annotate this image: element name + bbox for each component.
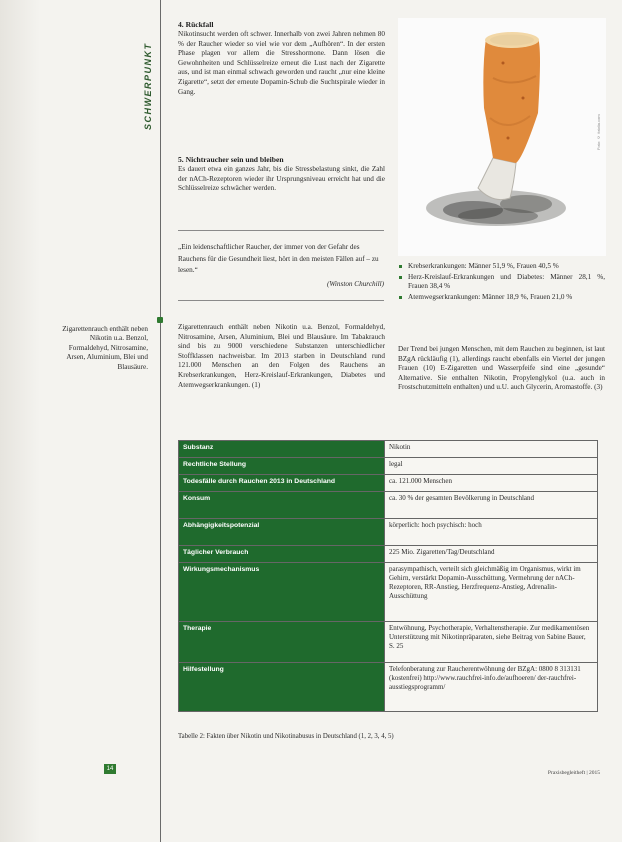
list-item: Herz-Kreislauf-Erkrankungen und Diabetes: Männer 28,1 %, Frauen 38,4 % [398, 273, 605, 292]
table-value-cell: parasympathisch, verteilt sich gleichmäßig im Organismus, wirkt im Gehirn, verstärkt Dopamin-Ausschüttung, Vermehrung der nACh-Rezeptoren, RR-Anstieg, Herzfrequenz-Anstieg, Adrenalin-Ausschüttung [385, 563, 598, 622]
section-relapse [178, 20, 385, 97]
table-label-cell: Abhängigkeitspotenzial [179, 519, 385, 546]
body-right-column [398, 345, 605, 393]
section-side-label: SCHWERPUNKT [143, 42, 153, 130]
table-row [179, 622, 598, 663]
table-label-cell: Substanz [179, 441, 385, 458]
body-right-text: Der Trend bei jungen Menschen, mit dem Rauchen zu beginnen, ist laut BZgA rückläufig (1), allerdings raucht ebenfalls ein Viertel der jungen Frauen (10) E-Zigaretten und Wasserpfeife sind eine „gesunde“ Alternative. Sie enthalten Nikotin, Propylenglykol (u.a. auch in Frostschutzmitteln enthalten) und u.U. auch Glycerin, Aromastoffe. (3) [398, 345, 605, 392]
table-row [179, 475, 598, 492]
table-label-cell: Rechtliche Stellung [179, 458, 385, 475]
table-label-cell: Hilfestellung [179, 663, 385, 712]
table-value-cell: legal [385, 458, 598, 475]
table-value-cell: ca. 30 % der gesamten Bevölkerung in Deutschland [385, 492, 598, 519]
section-nonsmoker [178, 155, 385, 194]
list-item: Atemwegserkrankungen: Männer 18,9 %, Frauen 21,0 % [398, 293, 605, 303]
table-value-cell: körperlich: hoch psychisch: hoch [385, 519, 598, 546]
quote-top-rule [178, 230, 384, 231]
section-relapse-heading: 4. Rückfall [178, 20, 214, 29]
list-item: Krebserkrankungen: Männer 51,9 %, Frauen 40,5 % [398, 262, 605, 272]
table-value-cell: Telefonberatung zur Raucherentwöhnung der BZgA: 0800 8 313131 (kostenfrei) http://www.rauchfrei-info.de/aufhoeren/ der-rauchfrei-ausstiegsprogramm/ [385, 663, 598, 712]
body-left-column [178, 323, 385, 390]
section-nonsmoker-heading: 5. Nichtraucher sein und bleiben [178, 155, 284, 164]
section-nonsmoker-text: Es dauert etwa ein ganzes Jahr, bis die Stressbelastung sinkt, die Zahl der nACh-Rezeptoren wieder ihr Ursprungsniveau erreicht hat und die Schlüsselreize schwächer werden. [178, 165, 385, 193]
table-label-cell: Todesfälle durch Rauchen 2013 in Deutschland [179, 475, 385, 492]
table-label-cell: Konsum [179, 492, 385, 519]
table-row [179, 458, 598, 475]
table-value-cell: Entwöhnung, Psychotherapie, Verhaltenstherapie. Zur medikamentösen Unterstützung mit Nikotinpräparaten, siehe Beitrag von Sabine Bauer, S. 25 [385, 622, 598, 663]
table-value-cell: ca. 121.000 Menschen [385, 475, 598, 492]
table-value-cell: 225 Mio. Zigaretten/Tag/Deutschland [385, 546, 598, 563]
mortality-bullet-list [398, 262, 605, 303]
table-row [179, 663, 598, 712]
page-shadow [0, 0, 40, 842]
table-label-cell: Therapie [179, 622, 385, 663]
quote-author: (Winston Churchill) [326, 280, 384, 288]
table-row [179, 563, 598, 622]
footer-publication: Praxisbegleitheft | 2015 [547, 770, 600, 776]
table-row [179, 519, 598, 546]
cigarette-butt-image [398, 18, 606, 256]
nicotine-facts-table [178, 440, 598, 712]
table-label-cell: Täglicher Verbrauch [179, 546, 385, 563]
section-relapse-text: Nikotinsucht werden oft schwer. Innerhalb von zwei Jahren nehmen 80 % der Raucher wieder so viel wie vor dem „Aufhören“. In der ersten Phase plagen vor allem die Stresshormone. Dann lösen die Gewohnheiten und Schlüsselreize erneut die Lust nach der Zigarette aus, und ist man einmal schwach geworden und raucht „nur eine kleine Zigarette“, setzt der erneute Dopamin-Schub die Suchtspirale wieder in Gang. [178, 30, 385, 96]
table-caption: Tabelle 2: Fakten über Nikotin und Nikotinabusus in Deutschland (1, 2, 3, 4, 5) [178, 733, 394, 740]
photo-credit: Foto: © fotolia.com [596, 114, 601, 150]
churchill-quote: „Ein leidenschaftlicher Raucher, der immer von der Gefahr des Rauchens für die Gesundheit liest, hört in den meisten Fällen auf – zu lesen.“ [178, 243, 379, 275]
margin-note: Zigarettenrauch enthält neben Nikotin u.a. Benzol, Formaldehyd, Nitrosamine, Arsen, Aluminium, Blei und Blausäure. [62, 325, 148, 371]
table-row [179, 546, 598, 563]
table-label-cell: Wirkungsmechanismus [179, 563, 385, 622]
table-value-cell: Nikotin [385, 441, 598, 458]
cigarette-photo [398, 18, 606, 256]
quote-bottom-rule [178, 300, 384, 301]
column-divider [160, 0, 161, 842]
divider-marker [157, 317, 163, 323]
table-row [179, 492, 598, 519]
table-row [179, 441, 598, 458]
page-number: 14 [104, 764, 116, 774]
body-left-text: Zigarettenrauch enthält neben Nikotin u.a. Benzol, Formaldehyd, Nitrosamine, Arsen, Aluminium, Blei und Blausäure. Im Tabakrauch sind bis zu 9000 verschiedene Substanzen unterschiedlicher Stoffklassen nachweisbar. Im 2013 starben in Deutschland rund 121.000 Menschen an den Folgen des Rauchens an Krebserkrankungen, Herz-Kreislauf-Erkrankungen, Diabetes und Atemwegserkrankungen. (1) [178, 323, 385, 389]
